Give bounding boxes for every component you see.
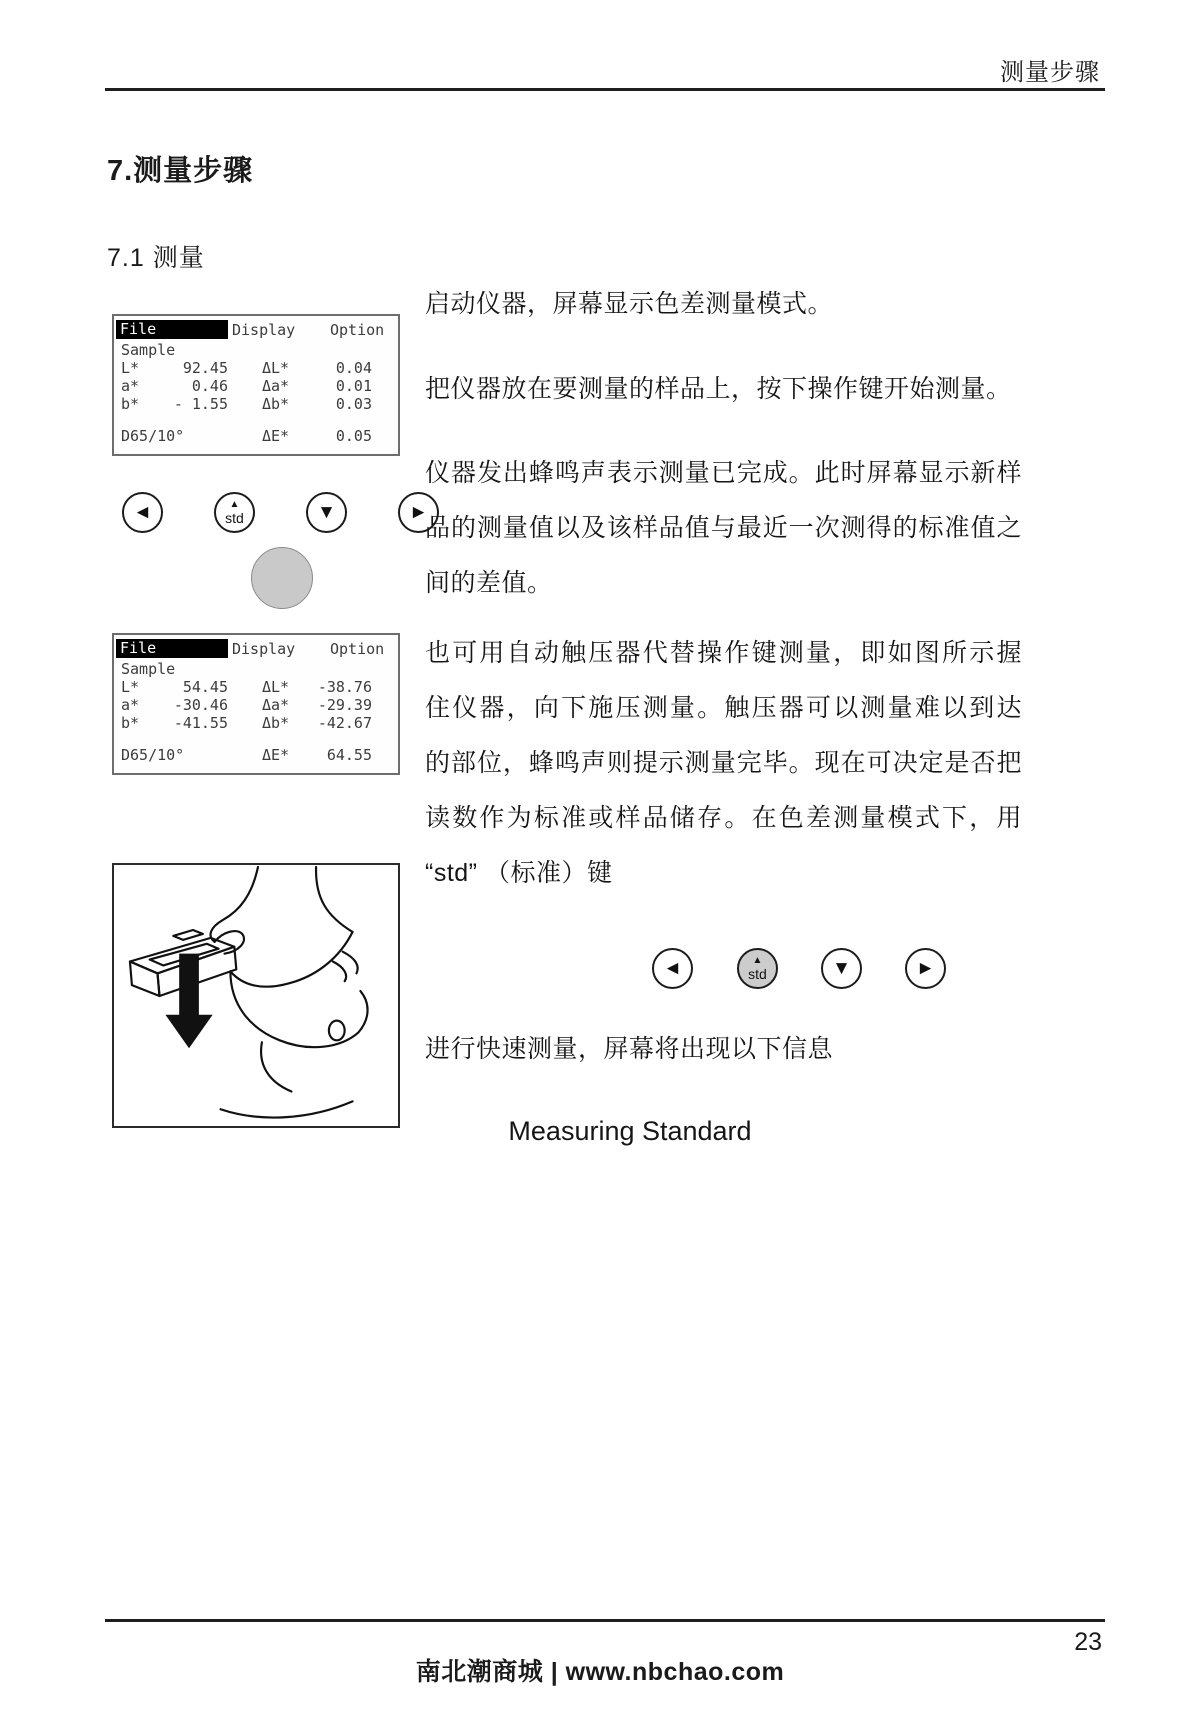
- paragraph-quick-measure: 进行快速测量，屏幕将出现以下信息: [425, 1035, 834, 1063]
- lcd1-mode-label: Sample: [121, 341, 176, 359]
- lcd1-L-value: 92.45: [182, 359, 228, 377]
- std-key-icon: [214, 492, 255, 533]
- left-arrow-key-icon: ◄: [122, 492, 163, 533]
- section-title: 7.测量步骤: [107, 155, 254, 187]
- lcd1-menu-display: Display: [232, 321, 296, 339]
- lcd2-dL-label: ΔL*: [262, 678, 290, 696]
- lcd2-db-label: Δb*: [262, 714, 290, 732]
- footer-rule: [105, 1619, 1105, 1622]
- lcd2-row-dE: [114, 746, 398, 764]
- lcd2-da-value: -29.39: [317, 696, 372, 714]
- lcd1-row-b: [114, 395, 398, 413]
- lcd2-row-b: [114, 714, 398, 732]
- lcd1-a-label: a*: [121, 377, 140, 395]
- std-key-label: std: [225, 510, 244, 526]
- lcd1-dE-value: 0.05: [335, 427, 372, 445]
- std-key-up-arrow-icon: ▲: [752, 955, 763, 966]
- lcd2-da-label: Δa*: [262, 696, 290, 714]
- lcd2-menu-option: Option: [330, 640, 385, 658]
- right-arrow-key-icon: ►: [398, 492, 439, 533]
- down-arrow-key-icon: ▼: [821, 948, 862, 989]
- lcd1-da-label: Δa*: [262, 377, 290, 395]
- paragraph-line: 也可用自动触压器代替操作键测量，即如图所示握: [425, 639, 1022, 667]
- paragraph-line: 间的差值。: [425, 569, 553, 597]
- paragraph-line: 住仪器，向下施压测量。触压器可以测量难以到达: [425, 694, 1022, 722]
- lcd1-dL-value: 0.04: [335, 359, 372, 377]
- lcd2-L-label: L*: [121, 678, 140, 696]
- paragraph-line: 品的测量值以及该样品值与最近一次测得的标准值之: [425, 514, 1022, 542]
- keypad-illustration-2: [0, 948, 1200, 992]
- lcd2-b-value: -41.55: [173, 714, 228, 732]
- paragraph-place-instrument: 把仪器放在要测量的样品上，按下操作键开始测量。: [425, 375, 1012, 403]
- header-rule: [105, 88, 1105, 91]
- paragraph-line: “std” （标准）键: [425, 859, 613, 887]
- measure-button-illustration: [251, 547, 313, 609]
- lcd2-dE-value: 64.55: [326, 746, 372, 764]
- lcd2-a-value: -30.46: [173, 696, 228, 714]
- lcd1-b-value: - 1.55: [173, 395, 228, 413]
- instrument-pressing-illustration: [112, 863, 400, 1128]
- lcd2-L-value: 54.45: [182, 678, 228, 696]
- lcd-screen-2: [112, 633, 400, 775]
- subsection-title: 7.1 测量: [107, 244, 205, 272]
- right-arrow-key-icon: ►: [905, 948, 946, 989]
- lcd-screen-1: [112, 314, 400, 456]
- lcd2-mode-label: Sample: [121, 660, 176, 678]
- lcd2-menu-file-selected: File: [116, 639, 228, 658]
- lcd1-row-a: [114, 377, 398, 395]
- hand-holding-instrument-drawing: [114, 865, 398, 1126]
- lcd2-b-label: b*: [121, 714, 140, 732]
- paragraph-start-instrument: 启动仪器，屏幕显示色差测量模式。: [425, 290, 834, 318]
- lcd2-a-label: a*: [121, 696, 140, 714]
- down-arrow-key-icon: ▼: [306, 492, 347, 533]
- lcd1-row-dE: [114, 427, 398, 445]
- lcd1-db-label: Δb*: [262, 395, 290, 413]
- paragraph-auto-trigger: [425, 626, 1022, 901]
- lcd1-dE-label: ΔE*: [262, 427, 290, 445]
- lcd1-a-value: 0.46: [191, 377, 228, 395]
- std-key-label: std: [748, 966, 767, 982]
- lcd2-menu-bar: [114, 639, 398, 657]
- lcd1-db-value: 0.03: [335, 395, 372, 413]
- lcd2-dL-value: -38.76: [317, 678, 372, 696]
- lcd1-row-L: [114, 359, 398, 377]
- measuring-standard-message: Measuring Standard: [508, 1116, 752, 1146]
- std-key-up-arrow-icon: ▲: [229, 499, 240, 510]
- lcd2-row-a: [114, 696, 398, 714]
- left-arrow-key-icon: ◄: [652, 948, 693, 989]
- paragraph-line: 的部位，蜂鸣声则提示测量完毕。现在可决定是否把: [425, 749, 1022, 777]
- lcd2-row-L: [114, 678, 398, 696]
- paragraph-beep-complete: [425, 446, 1022, 611]
- lcd1-illuminant: D65/10°: [121, 427, 185, 445]
- lcd1-menu-file-selected: File: [116, 320, 228, 339]
- std-key-highlighted-icon: [737, 948, 778, 989]
- lcd1-b-label: b*: [121, 395, 140, 413]
- paragraph-line: 读数作为标准或样品储存。在色差测量模式下，用: [425, 804, 1022, 832]
- paragraph-line: 仪器发出蜂鸣声表示测量已完成。此时屏幕显示新样: [425, 459, 1022, 487]
- lcd2-db-value: -42.67: [317, 714, 372, 732]
- header-section-label: 测量步骤: [1000, 59, 1100, 86]
- lcd1-L-label: L*: [121, 359, 140, 377]
- page-number: 23: [1074, 1628, 1102, 1656]
- lcd1-dL-label: ΔL*: [262, 359, 290, 377]
- lcd1-menu-bar: [114, 320, 398, 338]
- lcd2-menu-display: Display: [232, 640, 296, 658]
- lcd2-illuminant: D65/10°: [121, 746, 185, 764]
- footer-site-label: 南北潮商城 | www.nbchao.com: [415, 1658, 785, 1686]
- lcd1-menu-option: Option: [330, 321, 385, 339]
- lcd2-dE-label: ΔE*: [262, 746, 290, 764]
- lcd1-da-value: 0.01: [335, 377, 372, 395]
